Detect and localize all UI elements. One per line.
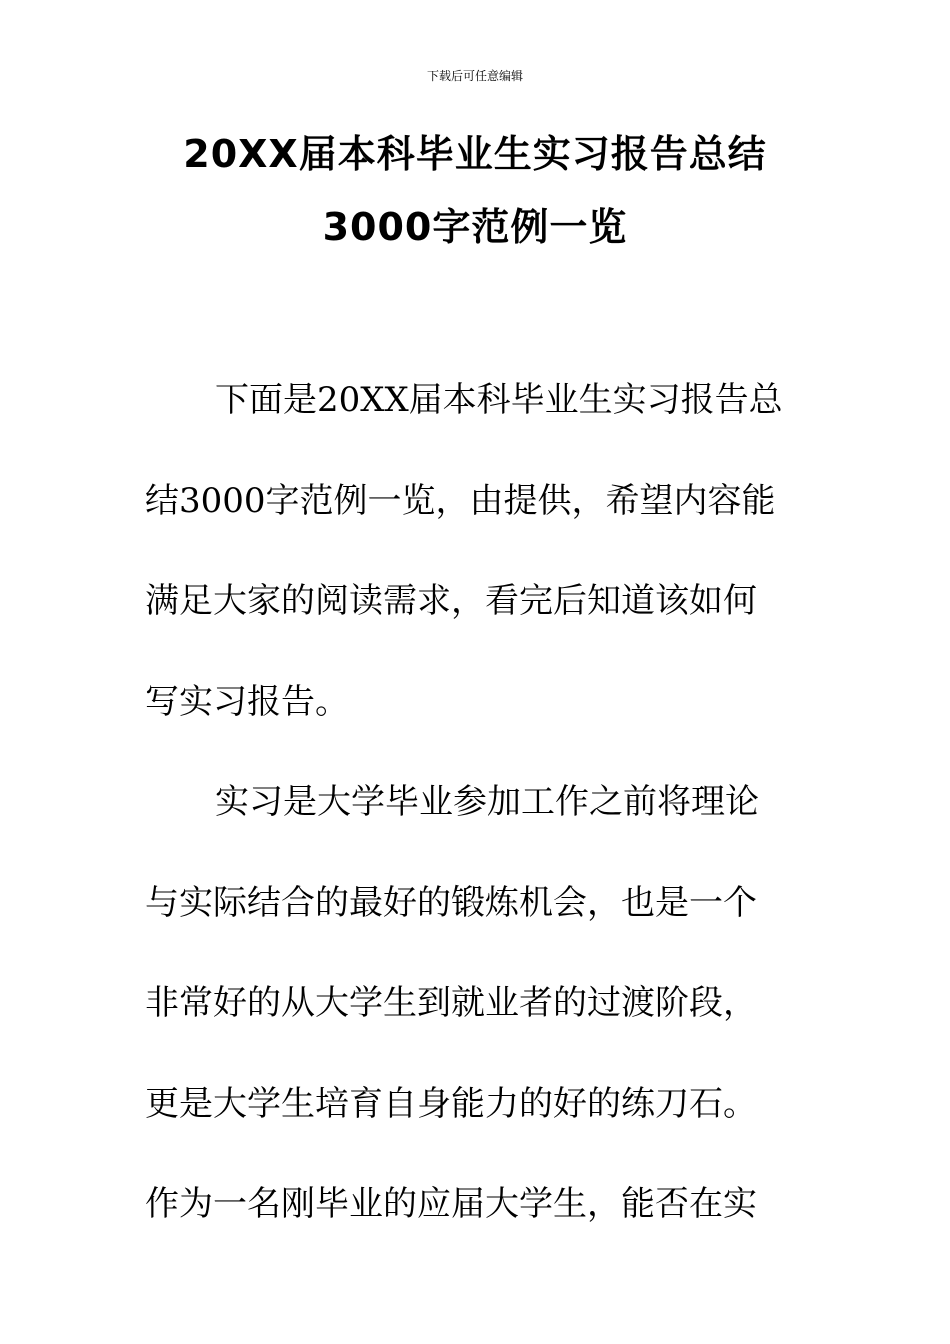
paragraph-1-line-1: 下面是20XX届本科毕业生实习报告总 xyxy=(215,380,783,420)
document-title-line-2: 3000字范例一览 xyxy=(322,205,628,249)
paragraph-2-line-3: 非常好的从大学生到就业者的过渡阶段， xyxy=(145,983,757,1023)
paragraph-2-line-1: 实习是大学毕业参加工作之前将理论 xyxy=(215,782,759,822)
paragraph-2-line-4: 更是大学生培育自身能力的好的练刀石。 xyxy=(145,1083,757,1124)
paragraph-2-line-5: 作为一名刚毕业的应届大学生，能否在实 xyxy=(145,1184,757,1224)
document-body xyxy=(145,350,805,1255)
paragraph-1-line-2: 结3000字范例一览，由提供，希望内容能 xyxy=(145,480,776,521)
paragraph-2-line-2: 与实际结合的最好的锻炼机会，也是一个 xyxy=(145,882,757,923)
paragraph-1-line-4: 写实习报告。 xyxy=(145,681,349,722)
document-title-line-1: 20XX届本科毕业生实习报告总结 xyxy=(183,132,767,176)
header-note: 下载后可任意编辑 xyxy=(426,69,523,83)
paragraph-1-line-3: 满足大家的阅读需求，看完后知道该如何 xyxy=(145,581,757,621)
